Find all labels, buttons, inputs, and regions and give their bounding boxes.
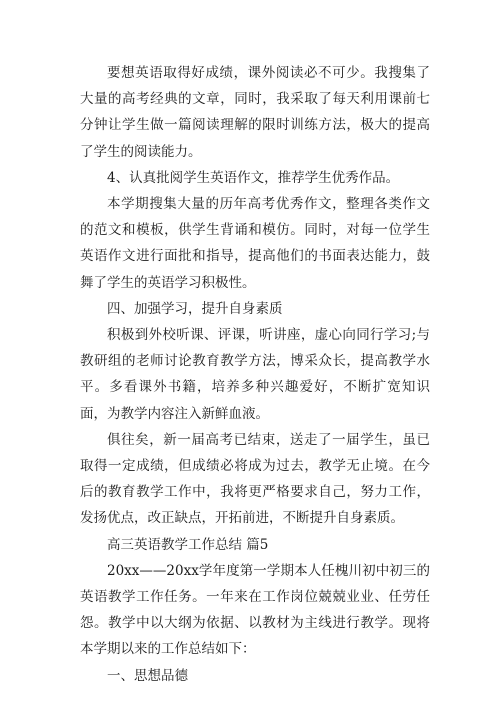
paragraph-study: 积极到外校听课、评课，听讲座，虚心向同行学习;与教研组的老师讨论教育教学方法，博采众长，提高教学水平。多看课外书籍，培养多种兴趣爱好，不断扩宽知识面，为教学内容注入新鲜血液。: [80, 327, 430, 422]
section-heading-study: 四、加强学习，提升自身素质: [107, 300, 283, 317]
paragraph-conclusion: 俱往矣，新一届高考已结束，送走了一届学生，虽已取得一定成绩，但成绩必将成为过去，教学无止境。在今后的教育教学工作中，我将更严格要求自己，努力工作，发扬优点，改正缺点，开拓前进，不断提升自身素质。: [80, 431, 430, 527]
paragraph-reading-ability: 要想英语取得好成绩，课外阅读必不可少。我搜集了大量的高考经典的文章，同时，我采取了每天利用课前七分钟让学生做一篇阅读理解的限时训练方法，极大的提高了学生的阅读能力。: [80, 65, 430, 160]
article-title: 高三英语教学工作总结 篇5: [107, 536, 269, 553]
section-heading-ethics: 一、思想品德: [107, 667, 188, 684]
paragraph-composition: 本学期搜集大量的历年高考优秀作文，整理各类作文的范文和模板，供学生背诵和模仿。同时，对每一位学生英语作文进行面批和指导，提高他们的书面表达能力，鼓舞了学生的英语学习积极性。: [80, 196, 430, 291]
document-body: [80, 60, 430, 689]
heading-composition-review: 4、认真批阅学生英语作文，推荐学生优秀作品。: [107, 169, 400, 186]
paragraph-intro: 20xx——20xx学年度第一学期本人任槐川初中初三的英语教学工作任务。一年来在工作岗位兢兢业业、任劳任怨。教学中以大纲为依据、以教材为主线进行教学。现将本学期以来的工作总结如下：: [80, 562, 430, 658]
